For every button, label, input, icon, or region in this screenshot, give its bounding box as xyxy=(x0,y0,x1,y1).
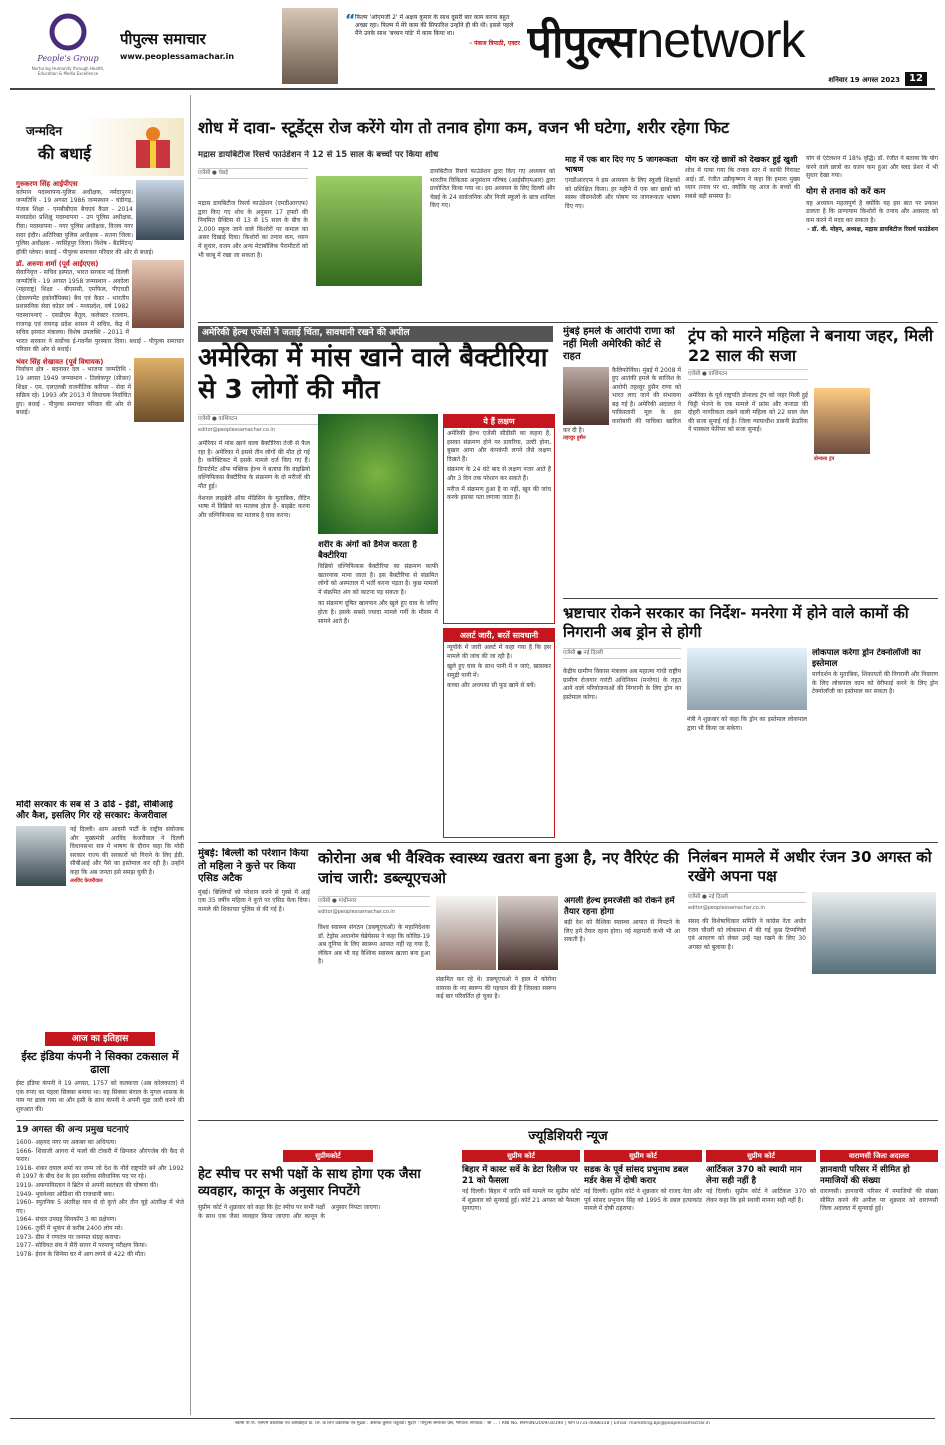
trump-byline: एजेंसी ● वाशिंगटन xyxy=(688,369,808,380)
mumbai-dog-body: मुंबई। बिल्लियों को परेशान करने से गुस्से में आई एक 35 वर्षीय महिला ने कुत्ते पर एसिड फेंक दिया। मामले की शिकायत पुलिस से की गई है। xyxy=(198,888,310,913)
judiciary-tag: सुप्रीमकोर्ट xyxy=(283,1150,373,1162)
birthday-3-name: भंवर सिंह शेखावत (पूर्व विधायक) xyxy=(16,357,104,366)
event-item: 1666- शिवाजी आगरा में फलों की टोकरी में छिपकर औरंगजेब की कैद से फरार। xyxy=(16,1147,184,1164)
judiciary-article-1 xyxy=(198,1150,458,1415)
event-item: 1973- ग्रीस ने गणतंत्र पर जनमत संग्रह कराया। xyxy=(16,1233,121,1241)
yoga-side-1-head: माह में एक बार दिए गए 5 जागरूकता भाषण xyxy=(565,155,678,174)
network-title xyxy=(527,8,937,70)
bacteria-email: editor@peoplessamachar.co.in xyxy=(198,427,275,434)
kejriwal-photo xyxy=(16,826,66,886)
bhanwar-singh-photo xyxy=(134,358,184,422)
judiciary-article-3 xyxy=(584,1150,702,1415)
event-item: 1977- सोवियत संघ ने सैरी सागर में परमाणु परीक्षण किया। xyxy=(16,1242,147,1250)
mumbai-attack-headline: मुंबई हमले के आरोपी राणा को नहीं मिली अमेरिकी कोर्ट से राहत xyxy=(563,326,675,362)
symptom-item: अमेरिकी हेल्थ एजेंसी सीडीसी का कहना है, इसका संक्रमण होने पर डायरिया, उल्टी होना, बुखार आना और कंपकंपी लगने जैसे लक्षण दिखते हैं। xyxy=(447,430,551,463)
birthday-column xyxy=(16,118,184,798)
judiciary-4-headline: आर्टिकल 370 को स्थायी मान लेना सही नहीं है xyxy=(706,1165,802,1186)
yoga-side-3-body: योग से एंटेलशन में 18% वृद्धि। डॉ. रंजीत ने बताया कि योग करने वाले छात्रों का वजन कम हुआ और ब्लड प्रेशर में भी सुधार देखा गया। xyxy=(806,155,938,180)
mgnrega-headline: भ्रष्टाचार रोकने सरकार का निर्देश- मनरेगा में होने वाले कामों की निगरानी अब ड्रोन से होगी xyxy=(563,604,909,641)
events-list xyxy=(16,1139,184,1259)
history-body: ईस्ट इंडिया कंपनी ने 19 अगस्त, 1757 को कलकत्ता (अब कोलकाता) में एक रुपए का पहला सिक्का बनाया था। यह सिक्का बंगाल के मुगल शासक के नाम पर ढाला गया था और इसी के साथ कंपनी ने अपनी मुद्रा जारी करने की शुरुआत की। xyxy=(16,1080,184,1113)
modi-photo xyxy=(436,896,496,970)
mgnrega-byline: एजेंसी ● नई दिल्ली xyxy=(563,648,681,659)
symptom-item: मरीज में संक्रमण हुआ है या नहीं, खून की जांच करके इसका पता लगाया जाता है। xyxy=(447,485,551,502)
trump-photo xyxy=(814,388,870,454)
covid-body-2: संक्रमित कर रहे थे। डब्ल्यूएचओ ने हाल में कोरोना वायरस के नए स्वरूप की पहचान की है जिसका स्वरूप कई बार परिवर्तित हो चुका है। xyxy=(436,976,556,1001)
alert-box xyxy=(443,628,555,838)
bacteria-body-1 xyxy=(198,440,310,830)
judiciary-tag: वाराणसी जिला अदालत xyxy=(820,1150,938,1162)
bacteria-body-3: विब्रियो वल्निफिकस बैक्टीरिया का संक्रमण काफी खतरनाक माना जाता है। इस बैक्टीरिया से संक्रमित लोगों को अस्पताल में भर्ती करना पड़ता है। कुछ मामलों में संक्रमित अंग को काटना पड़ सकता है। xyxy=(318,563,438,596)
bacteria-body-2-text: नेशनल लाइब्रेरी ऑफ मेडिसिन के मुताबिक, लैटिन भाषा में विब्रियो का मतलब होता है- बाइब्रेट करना और वल्निफिकस का मतलब है घाव करना। xyxy=(198,494,310,519)
judiciary-5-body: वाराणसी। ज्ञानवापी परिसर में नमाजियों की संख्या सीमित करने की अपील पर शुक्रवार को वाराणसी जिला अदालत में सुनवाई हुई। xyxy=(820,1188,938,1213)
event-item: 1978- ईरान के सिनेमा घर में आग लगने से 422 की मौत। xyxy=(16,1250,146,1258)
yoga-side-1 xyxy=(565,155,680,320)
imprint-footer: स्वामी पी.पी. एसएम प्रकाशक एवं अधिग्रहित प्रा. लि. के लिए प्रकाशक एवं मुद्रक : अशोक कुमार चतुर्वेदी। मुद्रण : पीपुल्स समाचार प्रेस, भोपाल। संपादक : श्री ... । RNI No. MPHIN/2009/30190 | फोन 0731-4088318 | Email: marketing.bpl@peoplessamachar.in xyxy=(235,1421,710,1426)
lokpal-body: मार्गदर्शन के मुताबिक, शिकायतों की निगरानी और निवारण के लिए लोकपाल काम को वेरीफाई करने के लिए ड्रोन टेक्नोलॉजी का इस्तेमाल कर सकता है। xyxy=(812,671,938,696)
birthday-title-1: जन्मदिन xyxy=(26,124,63,138)
tedros-photo xyxy=(498,896,558,970)
bacteria-byline-box xyxy=(198,414,318,434)
judiciary-1-body: सुप्रीम कोर्ट ने शुक्रवार को कहा कि हेट स्पीच पर सभी पक्षों के साथ एक जैसा व्यवहार किया जाएगा और कानून के अनुसार निपटा जाएगा। xyxy=(198,1204,381,1220)
quote-box xyxy=(345,14,520,86)
event-item: 1919- अफगानिस्तान ने ब्रिटेन से अपनी स्वतंत्रता की घोषणा की। xyxy=(16,1182,159,1190)
trump-body: अमेरिका के पूर्व राष्ट्रपति डोनाल्ड ट्रंप को जहर मिली हुई चिट्ठी भेजने के एक मामले में फ्रांस और कनाडा की दोहरी नागरिकता रखने वाली महिला को 22 साल जेल की सजा सुनाई गई है। जिला न्यायाधीश डाबनी फ्रेडरिक ने पास्कल फेरियर को सजा सुनाई। xyxy=(688,392,808,434)
tahawwur-photo xyxy=(563,367,609,425)
gurkaran-photo xyxy=(136,180,184,240)
pankaj-tripathi-photo xyxy=(282,8,338,84)
paper-name: पीपुल्स समाचार xyxy=(120,30,206,48)
gift-icon xyxy=(128,122,178,172)
covid-article xyxy=(318,896,680,1116)
event-item: 1964- संचार उपग्रह सिनकॉम 3 का प्रक्षेपण। xyxy=(16,1216,117,1224)
birthday-2-name: डॉ. अरुणा शर्मा (पूर्व आईएएस) xyxy=(16,260,99,269)
yoga-side-1-body: एमडीआरएफ ने इस अध्ययन के लिए स्कूली शिक्षकों को प्रशिक्षित किया। हर महीने में एक बार छात्रों को स्वस्थ जीवनशैली और पोषण पर जागरूकता भाषण दिए गए। xyxy=(565,177,680,210)
quote-mark-icon: “ xyxy=(345,14,356,29)
bacteria-sub-article xyxy=(318,540,438,840)
bacteria-subhead: शरीर के अंगों को डैमेज करता है बैक्टीरिया xyxy=(318,540,417,561)
quote-text: फिल्म 'ओएमजी 2' में अक्षय कुमार के साथ दूसरी बार काम करना बहुत अच्छा रहा। फिल्म में मेरे काम की सिफारिश उन्होंने ही की थी। इससे पहले मैंने उनके साथ 'बच्चन पांडे' में काम किया था। xyxy=(355,14,514,38)
kejriwal-body: नई दिल्ली। आम आदमी पार्टी के राष्ट्रीय संयोजक और मुख्यमंत्री अरविंद केजरीवाल ने दिल्ली विधानसभा सत्र में भाषण के दौरान कहा कि मोदी सरकार राज्य की सरकारों को गिराने के लिए ईडी, सीबीआई और पैसे का इस्तेमाल कर रही है। उन्होंने कहा कि अब जनता इसे समझ चुकी है। xyxy=(70,826,184,876)
mumbai-dog-headline: मुंबई: बिल्ली को परेशान किया तो महिला ने कुत्ते पर किया एसिड अटैक xyxy=(198,848,309,884)
birthday-3-body: निर्वाचन क्षेत्र - बदनावर दल - भाजपा जन्मतिथि - 19 अगस्त 1949 जन्मस्थान - तिलोकपुर (सीकर) शिक्षा - एम. एलएलबी राजनीतिक करियर - सेवा में सक्रिय रहे। 1993 और 2013 में विधायक निर्वाचित हुए। बधाई - पीपुल्स समाचार परिवार की ओर से बधाई। xyxy=(16,366,131,417)
covid-email: editor@peoplessamachar.co.in xyxy=(318,909,395,916)
event-item: 1960- स्पुतनिक 5 अंतरिक्ष यान से दो कुत्ते और तीन चूहे अंतरिक्ष में भेजे गए। xyxy=(16,1199,184,1215)
alert-item: कच्चा और अधपका सी फूड खाने से बचें। xyxy=(447,682,536,690)
judiciary-5-headline: ज्ञानवापी परिसर में सीमित हो नमाजियों की संख्या xyxy=(820,1165,910,1186)
drone-photo xyxy=(687,648,807,710)
birthday-2-body: सेवानिवृत्त - सचिव इस्पात, भारत सरकार नई दिल्ली जन्मतिथि - 19 अगस्त 1958 जन्मस्थान - अकोला (महाराष्ट्र) शिक्षा - बीएससी, एमफिल, पीएचडी (डेवलपमेंट इकोनॉमिक्स) बैच एवं कैडर - भारतीय प्रशासनिक सेवा कोडर वर्ष - मध्यप्रदेश, वर्ष 1982 पदस्थापनाएं - एसडीएम बैतूल, कलेक्टर रतलाम, राजगढ़ एवं रायगढ़ प्रदेश शासन में सचिव, केंद्र में सचिव इस्पात मंत्रालय। विशेष उपलब्धि - 2011 में भारत सरकार ने सर्वोच्च ई-गवर्नेंस पुरस्कार दिया। बधाई - पीपुल्स समाचार परिवार की ओर से बधाई। xyxy=(16,268,184,354)
bacteria-headline: अमेरिका में मांस खाने वाले बैक्टीरिया से 3 लोगों की मौत xyxy=(198,343,548,405)
bacteria-body-4: का संक्रमण दूषित खानपान और खुले हुए घाव के जरिए होता है। इसके सबसे ज्यादा मामले गर्मी के मौसम में सामने आते हैं। xyxy=(318,600,438,625)
tahawwur-caption: तहव्वुर हुसैन xyxy=(563,435,586,442)
bacteria-byline: एजेंसी ● वाशिंगटन xyxy=(198,414,318,425)
event-item: 1949- भुवनेश्वर ओडिशा की राजधानी बना। xyxy=(16,1190,115,1198)
group-name: People's Group xyxy=(37,54,99,63)
trump-caption: डोनाल्ड ट्रंप xyxy=(814,456,835,462)
judiciary-article-5 xyxy=(820,1150,938,1415)
trump-headline: ट्रंप को मारने महिला ने बनाया जहर, मिली 22 साल की सजा xyxy=(688,326,934,365)
yoga-side-4-body: यह अध्ययन महत्वपूर्ण है क्योंकि यह इस बात पर प्रकाश डालता है कि प्राणायाम किशोरों के तनाव और अवसाद को कम करने में मदद कर सकता है। xyxy=(806,199,938,225)
symptoms-title: ये हैं लक्षण xyxy=(444,415,554,428)
covid-sub-body: बढ़ी देश को वैश्विक स्वास्थ्य आपात से निपटने के लिए हमें तैयार रहना होगा। नई महामारी कभी भी आ सकती है। xyxy=(564,919,680,944)
judiciary-article-2 xyxy=(462,1150,580,1415)
paper-url: www.peoplessamachar.in xyxy=(120,51,235,61)
event-item: 1966- तुर्की में भूकंप से करीब 2400 लोग मरे। xyxy=(16,1225,123,1232)
aruna-sharma-photo xyxy=(132,260,184,328)
alert-item: खुले हुए घाव के साथ पानी में न जाएं, खासकर समुद्री पानी में। xyxy=(447,663,551,679)
bacteria-kicker: अमेरिकी हेल्थ एजेंसी ने जताई चिंता, सावधानी रखने की अपील xyxy=(198,326,553,342)
judiciary-3-body: नई दिल्ली। सुप्रीम कोर्ट ने शुक्रवार को राजद नेता और पूर्व सांसद प्रभुनाथ सिंह को 1995 के डबल हत्याकांड मामले में दोषी ठहराया। xyxy=(584,1188,702,1213)
symptom-item: संक्रमण के 24 घंटे बाद से लक्षण नजर आते हैं और 3 दिन तक परेशान कर सकते हैं। xyxy=(447,466,551,482)
yoga-side-3 xyxy=(806,155,938,320)
mgnrega-body-1: केंद्रीय ग्रामीण विकास मंत्रालय अब महात्मा गांधी राष्ट्रीय ग्रामीण रोजगार गारंटी अधिनियम (मनरेगा) के तहत आने वाले परियोजनाओं की निगरानी के लिए ड्रोन का इस्तेमाल करेगा। xyxy=(563,668,681,701)
adhir-article xyxy=(688,892,938,1117)
covid-headline: कोरोना अब भी वैश्विक स्वास्थ्य खतरा बना हुआ है, नए वैरिएंट की जांच जारी: डब्ल्यूएचओ xyxy=(318,849,679,887)
adhir-body: संसद की विशेषाधिकार समिति ने कांग्रेस नेता अधीर रंजन चौधरी को लोकसभा में की गई कुछ टिप्पणियों एवं आचरण को लेकर उन्हें पक्ष रखने के लिए 30 अगस्त को बुलाया है। xyxy=(688,918,806,951)
judiciary-3-headline: सडक के पूर्व सांसद प्रभुनाथ डबल मर्डर केस में दोषी करार xyxy=(584,1165,689,1186)
birthday-1-name: गुरुकरण सिंह आईपीएस xyxy=(16,180,78,188)
kejriwal-headline: मोदी सरकार के सब से 3 ढोंढे - ईडी, सीबीआई और कैश, इसलिए गिर रहे सरकार: केजरीवाल xyxy=(16,800,173,821)
masthead xyxy=(0,0,945,90)
adhir-photo xyxy=(812,892,936,974)
judiciary-title: ज्यूडिशियरी न्यूज xyxy=(528,1129,608,1144)
judiciary-tag: सुप्रीम कोर्ट xyxy=(706,1150,816,1162)
covid-byline: एजेंसी ● गांधीनगर xyxy=(318,896,430,907)
bacteria-micrograph-photo xyxy=(318,414,438,534)
covid-body-1: विश्व स्वास्थ्य संगठन (डब्ल्यूएचओ) के महानिदेशक डॉ. टेड्रोस अधानोम घेब्रेयेसस ने कहा कि कोविड-19 अब दुनिया के लिए स्वास्थ्य आपात नहीं रह गया है, लेकिन अब भी यह वैश्विक स्वास्थ्य खतरा बना हुआ है। xyxy=(318,924,430,966)
alert-title: अलर्ट जारी, बरतें सावधानी xyxy=(444,629,554,642)
quote-author: - पंकज त्रिपाठी, एक्टर xyxy=(469,39,520,47)
yoga-byline: एजेंसी ● चेन्नई xyxy=(198,168,308,179)
adhir-email: editor@peoplessamachar.co.in xyxy=(688,905,765,912)
event-item: 1918- शंकर दयाल शर्मा का जन्म जो देश के नौवें राष्ट्रपति बने और 1992 से 1997 के बीच देश के इस सर्वोच्च संवैधानिक पद पर रहे। xyxy=(16,1164,184,1181)
trump-article xyxy=(688,326,938,596)
covid-subhead: अगली हेल्थ इमरजेंसी को रोकने हमें तैयार रहना होगा xyxy=(564,896,675,917)
mumbai-dog-article xyxy=(198,848,310,1116)
birthday-body xyxy=(16,180,184,418)
group-tagline: Nurturing Humanity through Health, Education & Media Excellence xyxy=(31,66,105,76)
mumbai-attack-body: कैलिफोर्निया। मुंबई में 2008 में हुए आतंकी हमले के साजिश के आरोपी तहव्वुर हुसैन राणा को भारत लाए जाने की संभावना बढ़ गई है। अमेरिकी अदालत ने पाकिस्तानी मूल के इस कारोबारी की याचिका खारिज कर दी है। xyxy=(563,366,681,434)
kejriwal-caption: अरविंद केजरीवाल xyxy=(70,877,103,884)
yoga-side-2 xyxy=(685,155,800,320)
judiciary-1-headline: हेट स्पीच पर सभी पक्षों के साथ होगा एक जैसा व्यवहार, कानून के अनुसार निपटेंगे xyxy=(198,1167,421,1199)
symptoms-box xyxy=(443,414,555,624)
birthday-header xyxy=(16,118,184,176)
birthday-1-body: वर्तमान पदस्थापना-पुलिस अधीक्षक, नर्मदापुरम। जन्मतिथि - 19 अगस्त 1986 जन्मस्थान - चंडीगढ़, पंजाब शिक्षा - एमबीबीएस बैचएवं कैडर - 2014 मध्यप्रदेश प्रशिक्षु पदस्थापना - उप पुलिस अधीक्षक, रीवा। पदस्थापना - नगर पुलिस अधीक्षक, विजय नगर सदर इंदौर। अतिरिक्त पुलिस अधीक्षक - सतना जिला। पुलिस अधीक्षक - नरसिंहपुर जिला। विशेष - बैडमिंटन/हॉकी प्लेयर। बधाई - पीपुल्स समाचार परिवार की ओर से बधाई। xyxy=(16,188,154,256)
peoples-group-logo-icon xyxy=(48,12,88,52)
yoga-body-1: मद्रास डायबिटीज रिसर्च फाउंडेशन (एमडीआरएफ) द्वारा किए गए शोध के अनुसार 17 हफ्तों की नियमित प्रैक्टिस से 13 से 15 साल के बीच के 2,000 स्कूल जाने वाले किशोरों पर कमाल का असर दिखाई दिया। किशोरों का तनाव कम, ध्यान में सुधार, वजन और अन्य मेटाबॉलिक पैरामीटरों को भी काबू में रखा जा सकता है। xyxy=(198,200,308,259)
bacteria-body-1-text: अमेरिका में मांस खाने वाला बैक्टीरिया तेजी से फैल रहा है। अमेरिका में इससे तीन लोगों की मौत हो गई है। कनेक्टिकट में इसके मामले दर्ज किए गए हैं। डिपार्टमेंट ऑफ पब्लिक हेल्थ ने बताया कि वाइब्रियो वल्निफिकस बैक्टीरिया के संक्रमण के दो मरीजों की मौत हुई। xyxy=(198,440,310,490)
paper-logo xyxy=(120,30,280,70)
judiciary-tag: सुप्रीम कोर्ट xyxy=(462,1150,580,1162)
mgnrega-body-2: मंत्री ने शुक्रवार को कहा कि ड्रोन का इस्तेमाल लोकपाल द्वारा भी किया जा सकेगा। xyxy=(687,716,807,732)
history-headline: ईस्ट इंडिया कंपनी ने सिक्का टकसाल में ढाला xyxy=(21,1050,179,1076)
yoga-side-4-head: योग से तनाव को करें कम xyxy=(806,186,886,197)
judiciary-article-4 xyxy=(706,1150,816,1415)
judiciary-banner xyxy=(198,1126,938,1148)
yoga-girl-photo xyxy=(316,176,422,286)
yoga-body-2: डायबिटीज रिसर्च फाउंडेशन द्वारा किए गए अध्ययन को भारतीय चिकित्सा अनुसंधान परिषद (आईसीएमआर) द्वारा प्रायोजित किया गया था। इस अध्ययन के लिए दिल्ली और चेन्नई के 24 सार्वजनिक और निजी स्कूलों के छात्र शामिल किए गए। xyxy=(430,168,555,210)
judiciary-4-body: नई दिल्ली। सुप्रीम कोर्ट ने आर्टिकल 370 को लेकर कहा कि इसे स्थायी मानना सही नहीं है। xyxy=(706,1188,816,1204)
yoga-side-4-signature: - डॉ. वी. मोहन, अध्यक्ष, मद्रास डायबिटीज रिसर्च फाउंडेशन xyxy=(807,225,938,233)
page-number: 12 xyxy=(905,72,927,86)
adhir-headline: निलंबन मामले में अधीर रंजन 30 अगस्त को रखेंगे अपना पक्ष xyxy=(688,848,932,885)
judiciary-tag: सुप्रीम कोर्ट xyxy=(584,1150,702,1162)
judiciary-2-body: नई दिल्ली। बिहार में जाति सर्वे मामले पर सुप्रीम कोर्ट में शुक्रवार को सुनवाई हुई। कोर्ट 21 अगस्त को फैसला सुनाएगा। xyxy=(462,1188,580,1213)
history-section-title: आज का इतिहास xyxy=(45,1032,155,1046)
birthday-title-2: की बधाई xyxy=(38,144,91,163)
yoga-side-2-body: शोध में पाया गया कि तनाव स्तर में काफी गिरावट आई। डॉ. रंजीत उन्नीकृष्णन ने कहा कि हमारा मुख्य ध्यान तनाव पर था, क्योंकि यह आज के बच्चों की सबसे बड़ी समस्या है। xyxy=(685,167,800,200)
alert-item: न्यूयॉर्क में जारी अलर्ट में कहा गया है कि इस मामले की जांच की जा रही है। xyxy=(447,644,551,660)
adhir-byline: एजेंसी ● नई दिल्ली xyxy=(688,892,806,903)
date-line: शनिवार 19 अगस्त 2023 xyxy=(828,76,900,84)
network-en: network xyxy=(636,12,805,68)
yoga-deck: मद्रास डायबिटीज रिसर्च फाउंडेशन ने 12 से 15 साल के बच्चों पर किया शोध xyxy=(198,150,439,160)
yoga-side-2-head: योग कर रहे छात्रों को देखकर हुई खुशी xyxy=(685,155,798,164)
yoga-headline: शोध में दावा- स्टूडेंट्स रोज करेंगे योग तो तनाव होगा कम, वजन भी घटेगा, शरीर रहेगा फिट xyxy=(198,118,730,137)
event-item: 1600- अहमद नगर पर अकबर का अधिपत्य। xyxy=(16,1139,117,1147)
kejriwal-article xyxy=(16,800,184,1032)
network-hindi: पीपुल्स xyxy=(527,17,635,68)
history-section xyxy=(16,1032,184,1437)
judiciary-2-headline: बिहार में कास्ट सर्वे के डेटा रिलीज पर 21 को फैसला xyxy=(462,1165,578,1186)
group-logo xyxy=(24,12,112,82)
yoga-article xyxy=(198,168,558,318)
mgnrega-article xyxy=(563,648,808,838)
mumbai-attack-article xyxy=(563,326,681,596)
lokpal-sidebar xyxy=(812,648,938,838)
events-title: 19 अगस्त की अन्य प्रमुख घटनाएं xyxy=(16,1120,184,1137)
lokpal-headline: लोकपाल करेगा ड्रोन टेक्नोलॉजी का इस्तेमाल xyxy=(812,648,921,669)
